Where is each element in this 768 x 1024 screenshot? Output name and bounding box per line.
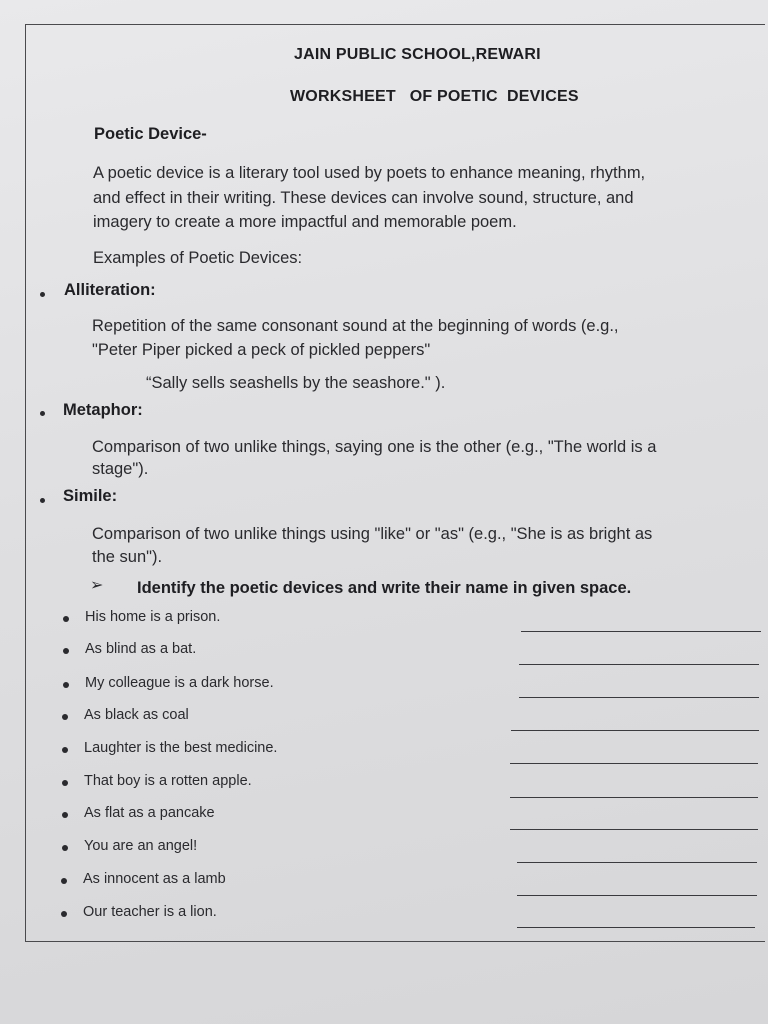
question-text: As innocent as a lamb: [83, 871, 226, 887]
instruction-text: Identify the poetic devices and write their name in given space.: [137, 579, 632, 597]
bullet-dot-icon: [40, 292, 45, 297]
question-text: You are an angel!: [84, 838, 198, 854]
answer-blank[interactable]: [510, 797, 758, 798]
bullet-dot-icon: [63, 682, 69, 688]
definition-line: A poetic device is a literary tool used by poets to enhance meaning, rhythm,: [93, 164, 646, 182]
definition-line: imagery to create a more impactful and memorable poem.: [93, 213, 517, 231]
device-name-simile: Simile:: [63, 487, 118, 505]
device-name-alliteration: Alliteration:: [64, 281, 156, 299]
bullet-dot-icon: [63, 616, 69, 622]
definition-line: and effect in their writing. These devices can involve sound, structure, and: [93, 189, 634, 207]
bullet-dot-icon: [61, 878, 67, 884]
device-description-line: Repetition of the same consonant sound at the beginning of words (e.g.,: [92, 317, 619, 335]
answer-blank[interactable]: [510, 763, 758, 764]
definition-heading: Poetic Device-: [94, 125, 207, 143]
worksheet-title: WORKSHEET OF POETIC DEVICES: [290, 88, 579, 105]
device-description-line: Comparison of two unlike things, saying one is the other (e.g., "The world is a: [92, 438, 657, 456]
bullet-dot-icon: [63, 648, 69, 654]
question-text: Laughter is the best medicine.: [84, 740, 278, 756]
device-description-line: "Peter Piper picked a peck of pickled peppers": [92, 341, 431, 359]
device-description-line: stage").: [92, 460, 149, 478]
bullet-dot-icon: [62, 780, 68, 786]
examples-label: Examples of Poetic Devices:: [93, 249, 303, 267]
bullet-dot-icon: [61, 911, 67, 917]
question-text: As blind as a bat.: [85, 641, 197, 657]
school-name: JAIN PUBLIC SCHOOL,REWARI: [294, 46, 541, 63]
answer-blank[interactable]: [510, 829, 758, 830]
answer-blank[interactable]: [519, 664, 759, 665]
bullet-dot-icon: [40, 411, 45, 416]
bullet-dot-icon: [62, 812, 68, 818]
device-name-metaphor: Metaphor:: [63, 401, 143, 419]
answer-blank[interactable]: [519, 697, 759, 698]
question-text: His home is a prison.: [85, 609, 221, 625]
device-description-line: Comparison of two unlike things using "like" or "as" (e.g., "She is as bright as: [92, 525, 653, 543]
answer-blank[interactable]: [511, 730, 759, 731]
question-text: Our teacher is a lion.: [83, 904, 217, 920]
answer-blank[interactable]: [517, 862, 757, 863]
bullet-dot-icon: [62, 714, 68, 720]
question-text: As black as coal: [84, 707, 189, 723]
question-text: My colleague is a dark horse.: [85, 675, 274, 691]
bullet-dot-icon: [62, 845, 68, 851]
answer-blank[interactable]: [517, 927, 755, 928]
answer-blank[interactable]: [517, 895, 757, 896]
device-example-extra: “Sally sells seashells by the seashore." ).: [146, 374, 446, 392]
question-text: As flat as a pancake: [84, 805, 215, 821]
arrow-bullet-icon: ➢: [90, 575, 104, 594]
device-description-line: the sun").: [92, 548, 163, 566]
answer-blank[interactable]: [521, 631, 761, 632]
question-text: That boy is a rotten apple.: [84, 773, 252, 789]
bullet-dot-icon: [40, 498, 45, 503]
bullet-dot-icon: [62, 747, 68, 753]
